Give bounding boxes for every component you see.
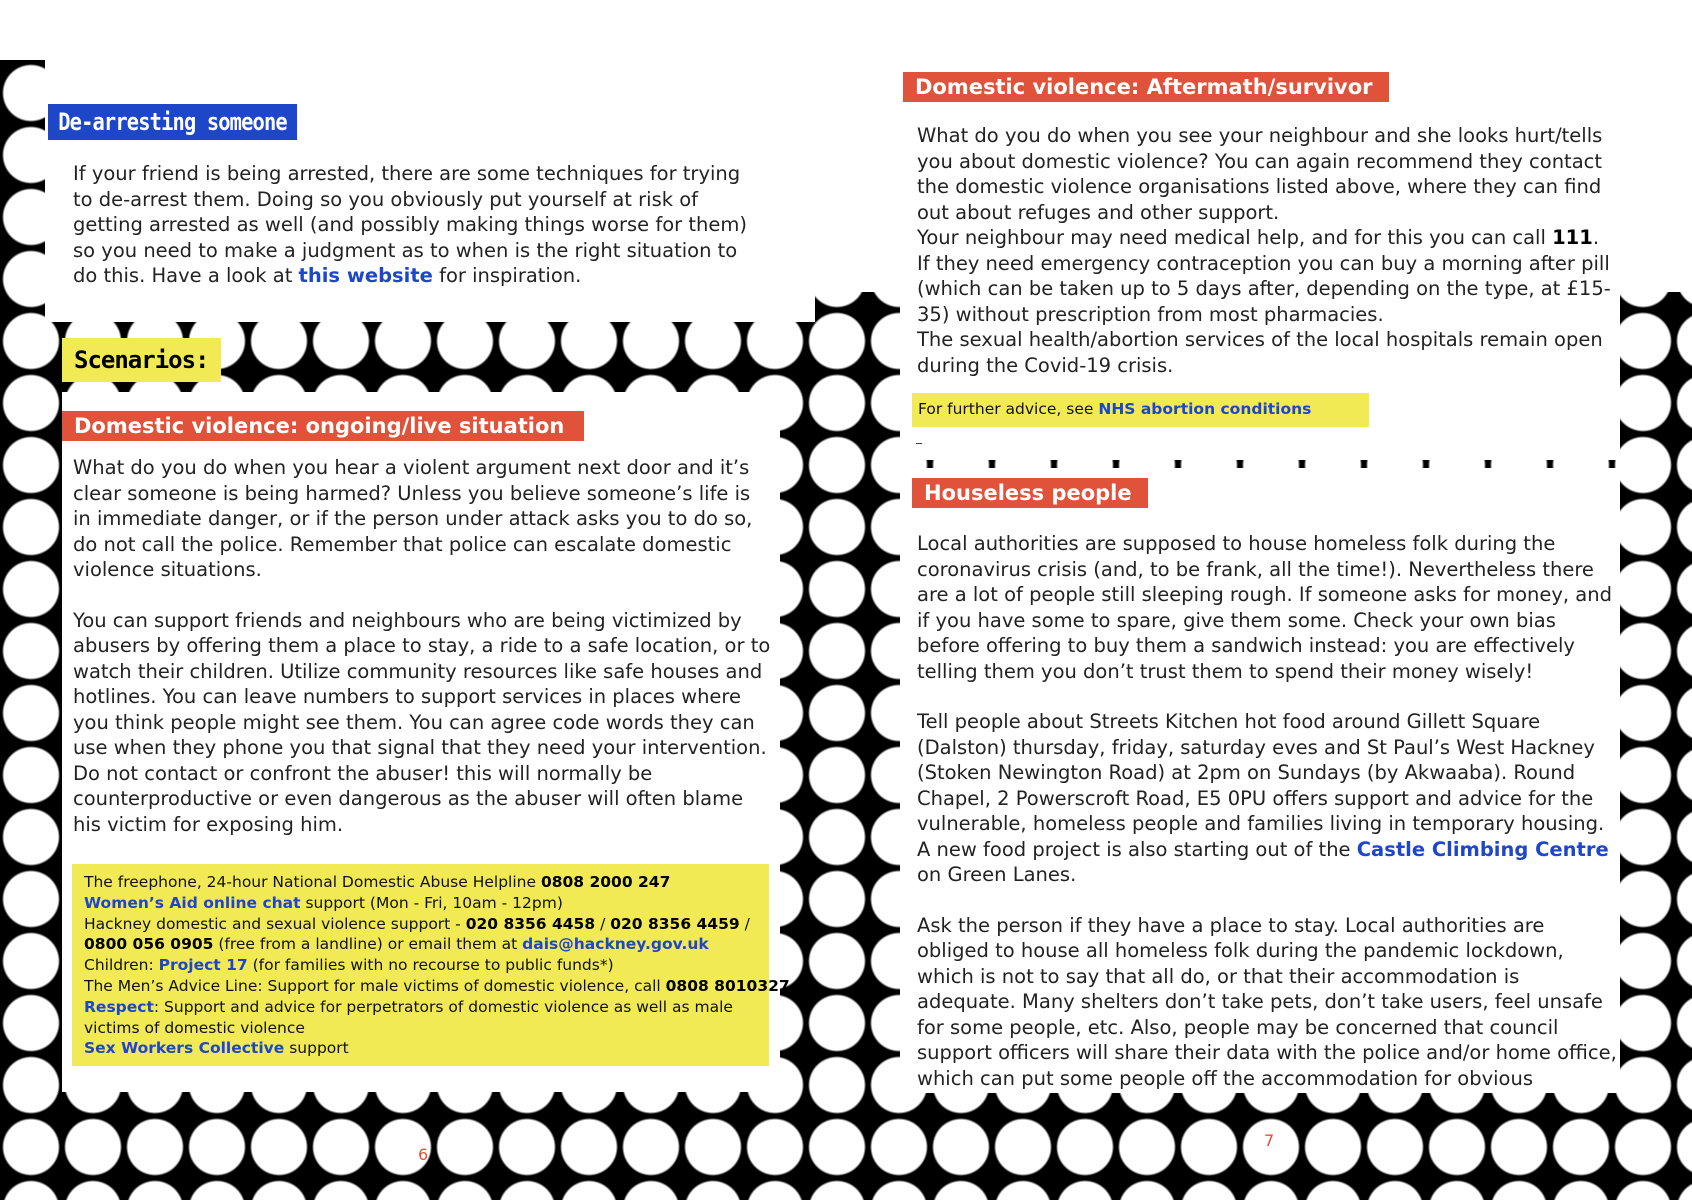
houseless-paragraph-2 [917, 709, 1617, 888]
houseless-heading: Houseless people [912, 478, 1148, 508]
streets-kitchen-text: Tell people about Streets Kitchen hot food around Gillett Square (Dalston) thursday, friday, saturday eves and St Paul’s West Hackney (Stoken Newington Road) at 2pm on Sundays (by Akwaaba). Round Chapel, 2 Powerscroft Road, E5 0PU offers support and advice for the vulnerable, homeless people and families living in temporary housing. A new food project is also starting out of the [917, 710, 1605, 861]
dearrest-heading: De-arresting someone [48, 104, 297, 140]
medical-help-end: . [1592, 226, 1600, 249]
dv-aftermath-heading: Domestic violence: Aftermath/survivor [903, 72, 1389, 102]
castle-climbing-centre-link[interactable]: Castle Climbing Centre [1356, 837, 1609, 861]
children-note: (for families with no recourse to public funds*) [247, 956, 614, 975]
further-advice-box [912, 393, 1369, 427]
nhs-111-number: 111 [1552, 226, 1593, 249]
further-advice-text: For further advice, see [918, 400, 1099, 418]
hackney-number-1: 020 8356 4458 [465, 914, 596, 933]
mens-advice-number: 0808 8010327 [665, 976, 790, 995]
helpline-womens-aid [84, 893, 757, 914]
nhs-abortion-conditions-link[interactable]: NHS abortion conditions [1098, 400, 1312, 418]
dv-ongoing-heading: Domestic violence: ongoing/live situation [62, 411, 584, 441]
respect-link[interactable]: Respect [84, 997, 154, 1016]
helpline-children [84, 955, 757, 976]
helpline-mens-advice [84, 976, 790, 997]
green-lanes-text: on Green Lanes. [917, 863, 1077, 886]
top-margin-white [0, 0, 1692, 60]
children-label: Children: [84, 956, 159, 975]
helpline-national-number: 0808 2000 247 [540, 873, 671, 891]
dv-aftermath-body [917, 123, 1617, 378]
page-number-left: 6 [418, 1145, 429, 1164]
dv-ongoing-body [73, 455, 773, 837]
hackney-separator-end: / [739, 914, 750, 933]
hackney-number-2: 020 8356 4459 [610, 914, 740, 933]
helplines-box [72, 864, 790, 1066]
dv-ongoing-paragraph-2: You can support friends and neighbours who are being victimized by abusers by offering them a place to stay, a ride to a safe location, or to watch their children. Utilize community resources like safe houses and hotlines. You can leave numbers to support services in places where you think people might see them. You can agree code words they can use when they phone you that signal that they need your intervention. Do not contact or confront the abuser! this will normally be counterproductive or even dangerous as the abuser will often blame his victim for exposing him. [73, 608, 771, 836]
helpline-sex-workers [84, 1038, 757, 1059]
stray-dash: _ [916, 430, 922, 444]
dv-aftermath-paragraph-4: The sexual health/abortion services of the local hospitals remain open during the Covid-19 crisis. [917, 328, 1603, 377]
houseless-paragraph-1: Local authorities are supposed to house homeless folk during the coronavirus crisis (and, to be frank, all the time!). Nevertheless there are a lot of people still sleeping rough. If someone asks for money, and if you have some to spare, give them some. Check your own bias before offering to buy them a sandwich instead: you are effectively telling them you don’t trust them to spend their money wisely! [917, 532, 1612, 683]
dv-aftermath-paragraph-1: What do you do when you see your neighbour and she looks hurt/tells you about domestic violence? You can again recommend they contact the domestic violence organisations listed above, where they can find out about refuges and other support. [917, 124, 1603, 224]
hackney-freephone-text: (free from a landline) or email them at [213, 935, 523, 954]
dv-ongoing-paragraph-1: What do you do when you hear a violent argument next door and it’s clear someone is being harmed? Unless you believe someone’s life is in immediate danger, or if the person under attack asks you to do so, do not call the police. Remember that police can escalate domestic violence situations. [73, 456, 753, 581]
helpline-hackney-freephone [84, 934, 757, 955]
houseless-body [917, 531, 1617, 1113]
hackney-label: Hackney domestic and sexual violence support - [84, 914, 466, 933]
womens-aid-hours: support (Mon - Fri, 10am - 12pm) [300, 893, 563, 912]
sex-workers-collective-link[interactable]: Sex Workers Collective [84, 1039, 285, 1058]
houseless-paragraph-3: Ask the person if they have a place to stay. Local authorities are obliged to house all homeless folk during the pandemic lockdown, which is not to say that all do, or that their accommodation is adequate. Many shelters don’t take pets, don’t take users, feel unsafe for some people, etc. Also, people may be concerned that council support officers will share their data with the police and/or home office, which can put some people off the accommodation for obvious [917, 913, 1617, 1090]
scenarios-heading: Scenarios: [62, 338, 221, 382]
sex-workers-support-text: support [284, 1039, 349, 1058]
page-number-right: 7 [1264, 1131, 1275, 1150]
hackney-separator: / [595, 914, 611, 933]
helpline-national-label: The freephone, 24-hour National Domestic Abuse Helpline [84, 873, 541, 891]
helpline-hackney [84, 914, 757, 935]
helpline-respect [84, 997, 757, 1039]
dearrest-paragraph [73, 161, 763, 289]
hackney-freephone-number: 0800 056 0905 [84, 935, 214, 954]
dv-aftermath-paragraph-3: If they need emergency contraception you can buy a morning after pill (which can be taken up to 5 days after, depending on the type, at £15-35) without prescription from most pharmacies. [917, 251, 1611, 326]
womens-aid-chat-link[interactable]: Women’s Aid online chat [84, 893, 301, 912]
dais-email-link[interactable]: dais@hackney.gov.uk [522, 935, 709, 954]
dearrest-text-end: for inspiration. [432, 264, 582, 287]
this-website-link[interactable]: this website [298, 264, 433, 287]
respect-description: : Support and advice for perpetrators of domestic violence as well as male victims of domestic violence [84, 997, 733, 1037]
project-17-link[interactable]: Project 17 [158, 956, 248, 975]
helpline-national [84, 872, 757, 893]
dv-aftermath-paragraph-2 [917, 225, 1617, 251]
mens-advice-label: The Men’s Advice Line: Support for male victims of domestic violence, call [84, 976, 666, 995]
medical-help-text: Your neighbour may need medical help, and for this you can call [917, 226, 1553, 249]
dearrest-text: If your friend is being arrested, there are some techniques for trying to de-arrest them. Doing so you obviously put yourself at risk of getting arrested as well (and possibly making things worse for them) so you need to make a judgment as to when is the right situation to do this. Have a look at [73, 162, 747, 287]
